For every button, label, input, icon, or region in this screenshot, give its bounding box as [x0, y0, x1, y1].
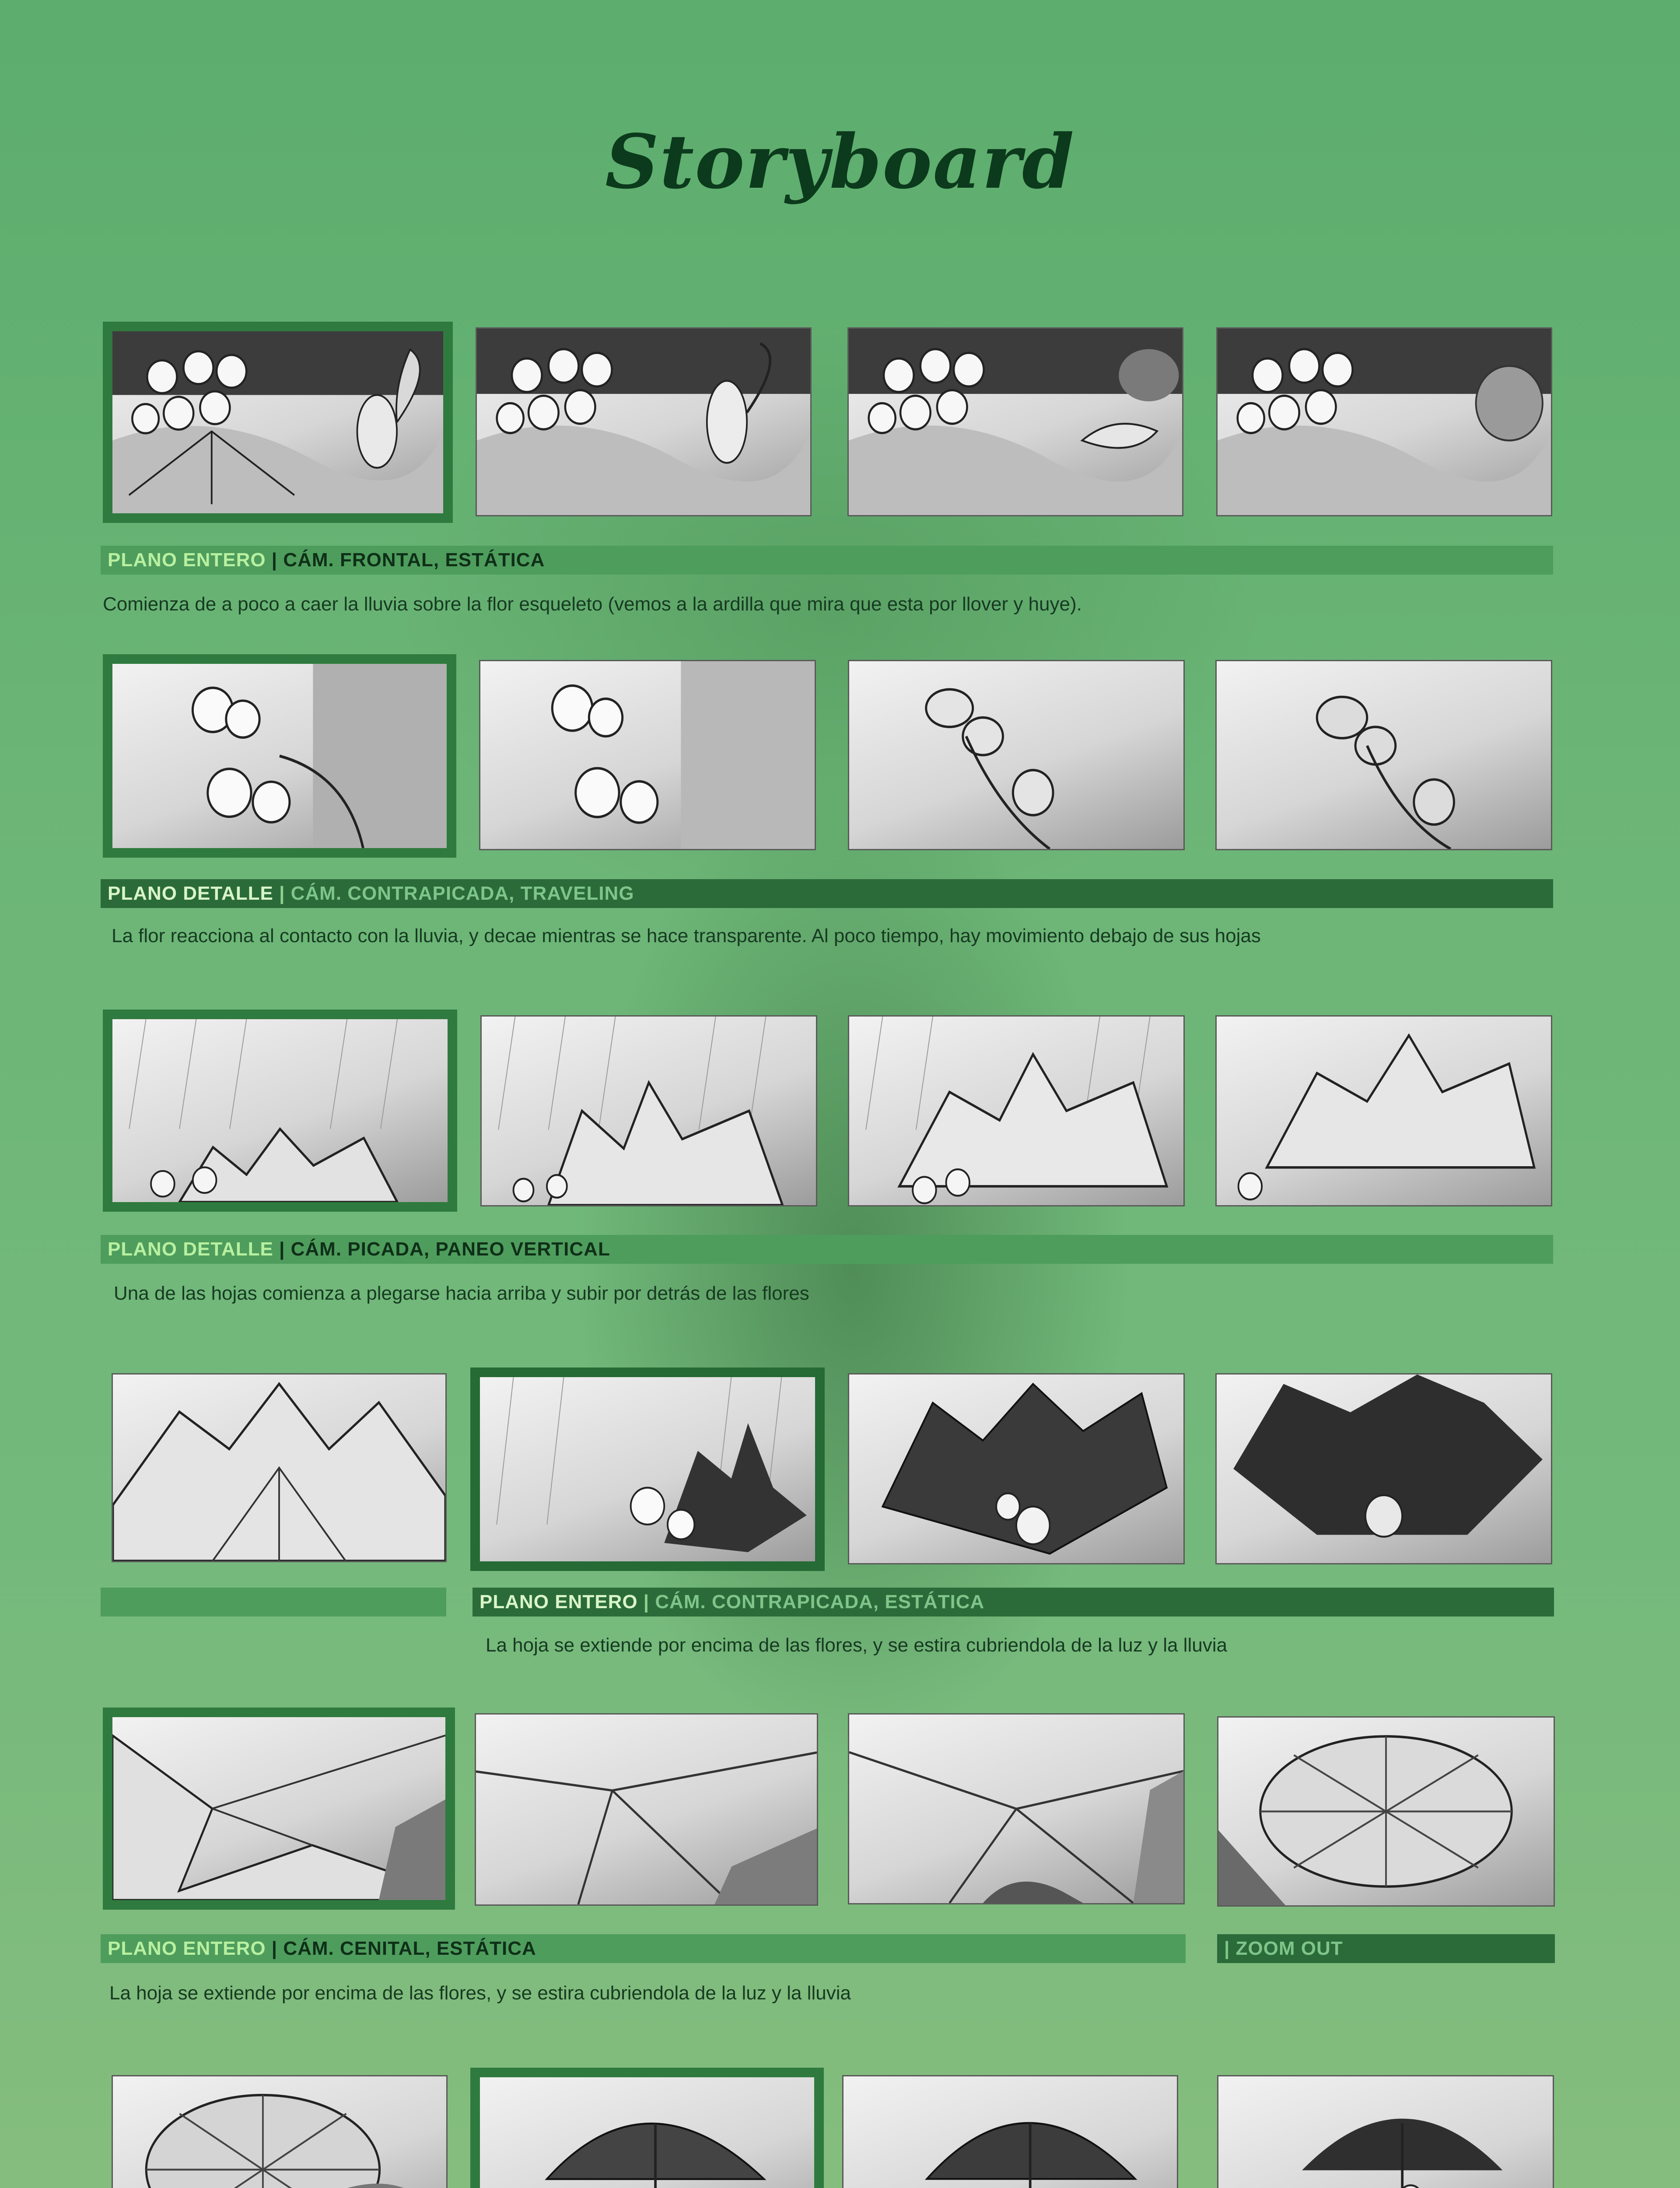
storyboard-frame	[112, 2075, 448, 2188]
storyboard-frame	[479, 660, 816, 850]
shot-type: PLANO ENTERO	[108, 549, 266, 571]
empty-caption-bar	[101, 1588, 446, 1616]
caption-separator: |	[273, 883, 291, 904]
shot-caption-bar	[101, 546, 1553, 575]
storyboard-frame	[103, 654, 456, 858]
shot-caption-bar	[472, 1588, 1554, 1616]
caption-separator: |	[637, 1591, 655, 1613]
zoom-spec: | ZOOM OUT	[1224, 1938, 1343, 1959]
camera-spec: CÁM. PICADA, PANEO VERTICAL	[290, 1238, 610, 1260]
camera-spec: CÁM. FRONTAL, ESTÁTICA	[283, 549, 545, 571]
shot-description: La hoja se extiende por encima de las flores, y se estira cubriendola de la luz y la lluvia	[109, 1982, 851, 2004]
storyboard-frame	[470, 1368, 825, 1571]
storyboard-frame	[1217, 2075, 1554, 2188]
storyboard-frame	[1216, 327, 1552, 516]
shot-type: PLANO ENTERO	[480, 1591, 638, 1613]
storyboard-frame	[103, 1708, 455, 1910]
storyboard-frame	[842, 2075, 1178, 2188]
shot-caption-bar	[101, 1235, 1553, 1264]
caption-separator: |	[266, 549, 284, 571]
shot-description: La hoja se extiende por encima de las flores, y se estira cubriendola de la luz y la lluvia	[486, 1634, 1227, 1656]
storyboard-frame	[848, 1713, 1185, 1904]
storyboard-frame	[848, 1015, 1185, 1206]
caption-separator: |	[273, 1238, 291, 1260]
storyboard-frame	[103, 1010, 457, 1212]
shot-type: PLANO DETALLE	[108, 1238, 273, 1260]
shot-type: PLANO ENTERO	[108, 1938, 266, 1959]
storyboard-frame	[476, 327, 812, 516]
storyboard-frame	[1215, 1015, 1552, 1206]
caption-separator: |	[266, 1938, 284, 1959]
storyboard-frame	[848, 1373, 1185, 1564]
shot-description: La flor reacciona al contacto con la lluvia, y decae mientras se hace transparente. Al poco tiempo, hay movimiento debajo de sus hojas	[112, 925, 1261, 947]
storyboard-frame	[1215, 1373, 1552, 1564]
storyboard-frame	[1217, 1716, 1555, 1907]
shot-type: PLANO DETALLE	[108, 883, 273, 904]
storyboard-frame	[1215, 660, 1552, 850]
storyboard-frame	[475, 1713, 818, 1906]
camera-spec: CÁM. CONTRAPICADA, ESTÁTICA	[655, 1591, 985, 1613]
storyboard-frame	[470, 2068, 824, 2188]
storyboard-frame	[480, 1015, 817, 1206]
storyboard-frame	[848, 660, 1185, 850]
shot-description: Una de las hojas comienza a plegarse hacia arriba y subir por detrás de las flores	[114, 1283, 809, 1304]
camera-spec: CÁM. CENITAL, ESTÁTICA	[283, 1938, 536, 1959]
shot-caption-bar	[101, 1934, 1186, 1963]
storyboard-frame	[103, 322, 453, 523]
storyboard-frame	[847, 327, 1183, 516]
zoom-caption-bar	[1217, 1934, 1555, 1963]
shot-caption-bar	[101, 879, 1553, 908]
camera-spec: CÁM. CONTRAPICADA, TRAVELING	[290, 883, 634, 904]
storyboard-frame	[112, 1373, 447, 1562]
page-title: Storyboard	[605, 118, 1075, 206]
shot-description: Comienza de a poco a caer la lluvia sobre la flor esqueleto (vemos a la ardilla que mira que esta por llover y huye).	[103, 593, 1082, 615]
